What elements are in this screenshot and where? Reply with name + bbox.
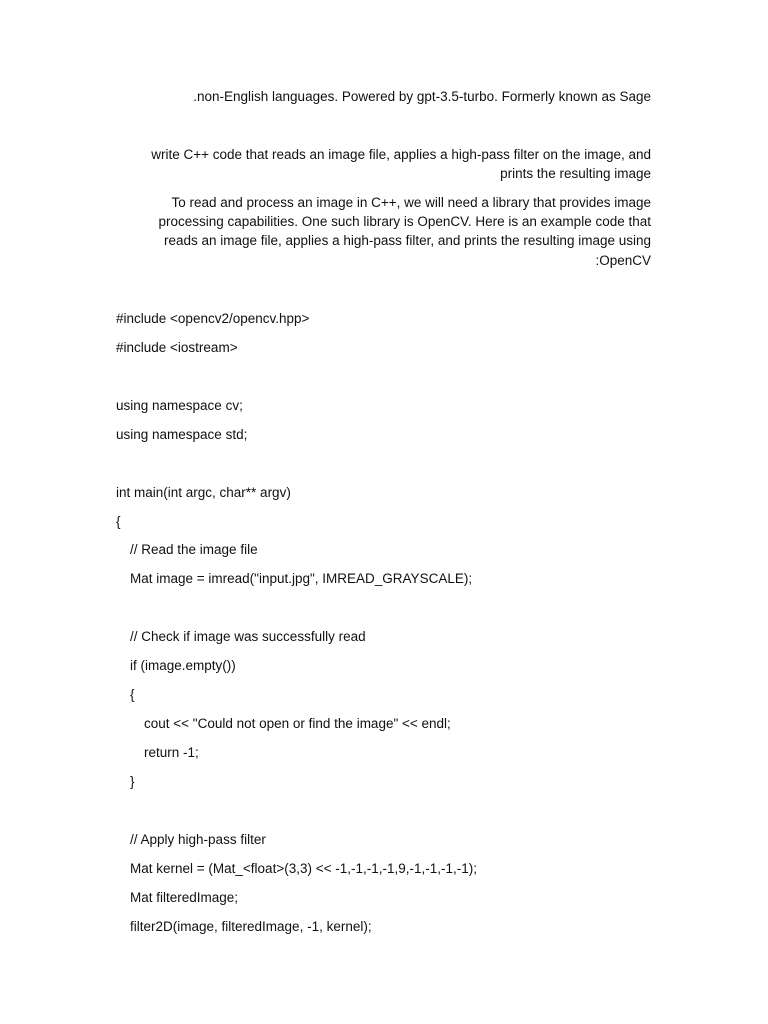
response-line: reads an image file, applies a high-pass filter, and prints the resulting image using: [163, 233, 651, 248]
code-line-return: return -1;: [144, 745, 199, 760]
code-line-cout: cout << "Could not open or find the image" << endl;: [144, 716, 451, 731]
code-line-include-opencv: #include <opencv2/opencv.hpp>: [116, 311, 310, 326]
code-line-comment-read: // Read the image file: [130, 542, 258, 557]
code-line-if-open-brace: {: [130, 687, 135, 702]
code-line-kernel: Mat kernel = (Mat_<float>(3,3) << -1,-1,-1,-1,9,-1,-1,-1,-1);: [130, 861, 478, 876]
code-line-include-iostream: #include <iostream>: [116, 340, 238, 355]
prompt-line: write C++ code that reads an image file, applies a high-pass filter on the image, and: [151, 147, 651, 162]
code-line-using-std: using namespace std;: [116, 427, 248, 442]
response-line: :OpenCV: [595, 253, 651, 268]
code-line-comment-filter: // Apply high-pass filter: [130, 832, 266, 847]
code-line-if-close-brace: }: [130, 774, 135, 789]
code-line-if-empty: if (image.empty()): [130, 658, 236, 673]
code-line-imread: Mat image = imread("input.jpg", IMREAD_GRAYSCALE);: [130, 571, 473, 586]
header-text: .non-English languages. Powered by gpt-3.5-turbo. Formerly known as Sage: [193, 89, 651, 104]
code-line-open-brace: {: [116, 514, 121, 529]
prompt-line: prints the resulting image: [500, 166, 651, 181]
code-line-using-cv: using namespace cv;: [116, 398, 243, 413]
code-line-main: int main(int argc, char** argv): [116, 485, 291, 500]
code-line-filtered-image: Mat filteredImage;: [130, 890, 239, 905]
code-line-filter2d: filter2D(image, filteredImage, -1, kernel);: [130, 919, 372, 934]
response-line: processing capabilities. One such library is OpenCV. Here is an example code that: [158, 214, 651, 229]
response-line: To read and process an image in C++, we will need a library that provides image: [171, 195, 651, 210]
code-line-comment-check: // Check if image was successfully read: [130, 629, 366, 644]
